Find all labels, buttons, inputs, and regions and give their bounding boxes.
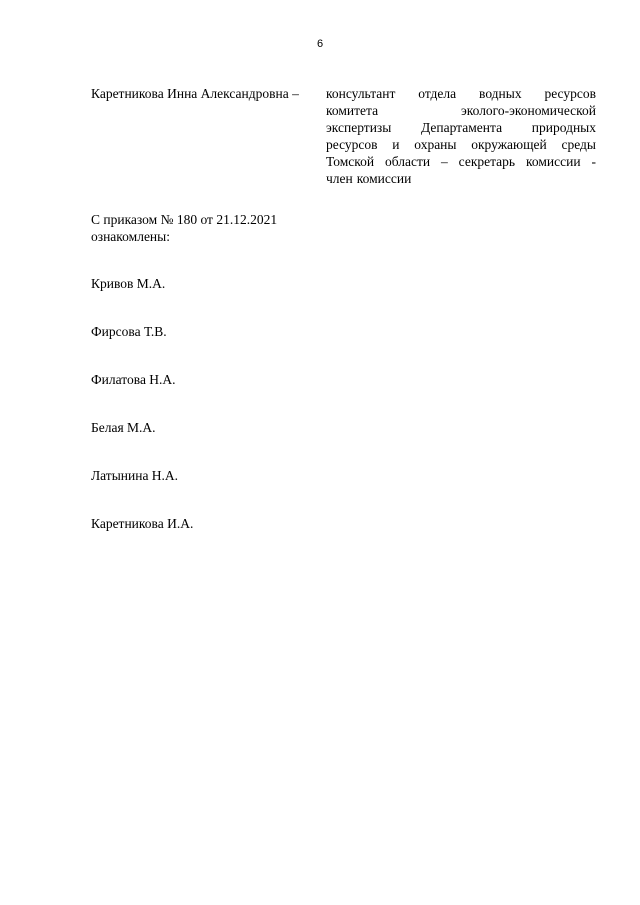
role-word: Департамента bbox=[421, 120, 503, 135]
signer-name: Фирсова Т.В. bbox=[91, 324, 167, 339]
role-line bbox=[326, 136, 596, 153]
acquaintance-statement bbox=[91, 211, 277, 245]
role-word: – bbox=[441, 154, 448, 169]
member-name: Каретникова Инна Александровна – bbox=[91, 86, 299, 101]
signer-name: Белая М.А. bbox=[91, 420, 156, 435]
role-word: комиссии bbox=[356, 171, 412, 186]
signer-name: Каретникова И.А. bbox=[91, 516, 194, 531]
role-word: водных bbox=[479, 86, 522, 101]
role-word: и bbox=[392, 137, 400, 152]
role-word: окружающей bbox=[471, 137, 547, 152]
role-word: член bbox=[326, 171, 353, 186]
role-word: эколого-экономической bbox=[460, 103, 596, 118]
role-word: ресурсов bbox=[326, 137, 378, 152]
role-line bbox=[326, 85, 596, 102]
role-word: секретарь bbox=[458, 154, 516, 169]
signer-name: Кривов М.А. bbox=[91, 276, 166, 291]
role-word: консультант bbox=[326, 86, 396, 101]
role-word: Томской bbox=[326, 154, 375, 169]
role-word: - bbox=[591, 154, 596, 169]
role-word: среды bbox=[561, 137, 596, 152]
role-word: комитета bbox=[326, 103, 379, 118]
role-word: ресурсов bbox=[544, 86, 596, 101]
role-word: отдела bbox=[418, 86, 457, 101]
signers-list bbox=[91, 275, 193, 563]
role-word: охраны bbox=[414, 137, 457, 152]
signer-name: Латынина Н.А. bbox=[91, 468, 179, 483]
role-word: экспертизы bbox=[326, 120, 392, 135]
acquaintance-line-familiarized: ознакомлены: bbox=[91, 229, 170, 244]
role-line bbox=[326, 170, 596, 187]
member-role-description bbox=[326, 85, 596, 187]
role-word: природных bbox=[531, 120, 596, 135]
commission-member-entry bbox=[91, 85, 611, 185]
role-line bbox=[326, 119, 596, 136]
role-word: комиссии bbox=[525, 154, 581, 169]
role-line bbox=[326, 102, 596, 119]
signer-name: Филатова Н.А. bbox=[91, 372, 176, 387]
role-line bbox=[326, 153, 596, 170]
page-number: 6 bbox=[316, 38, 324, 50]
role-word: области bbox=[385, 154, 431, 169]
acquaintance-line-order: С приказом № 180 от 21.12.2021 bbox=[91, 212, 278, 227]
